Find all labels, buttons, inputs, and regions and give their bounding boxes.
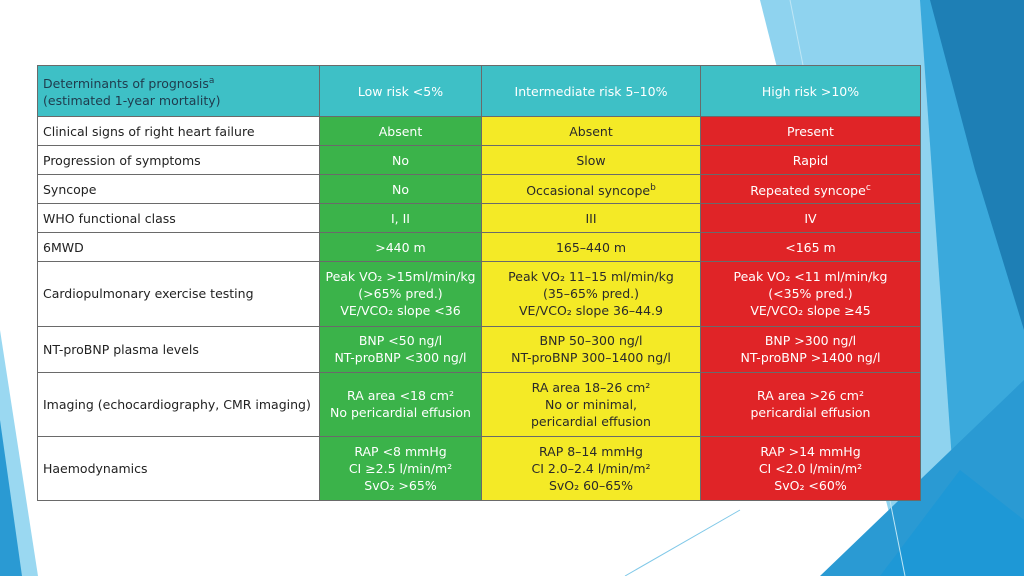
cell-low: No (320, 146, 482, 175)
cell-line: BNP <50 ng/l (358, 333, 443, 349)
cell-line: CI <2.0 l/min/m² (758, 460, 863, 476)
cell-line: (<35% pred.) (768, 286, 853, 302)
cell-intermediate: III (482, 204, 701, 233)
cell-line: BNP 50–300 ng/l (539, 333, 643, 349)
cell-low: >440 m (320, 233, 482, 262)
table-row (38, 262, 921, 326)
cell-line: NT-proBNP 300–1400 ng/l (511, 350, 671, 366)
cell-line: VE/VCO₂ slope <36 (340, 303, 461, 319)
cell-line: Peak VO₂ <11 ml/min/kg (733, 269, 888, 285)
header-row (38, 66, 921, 117)
cell-line: (35–65% pred.) (542, 286, 640, 302)
table-row (38, 233, 921, 262)
footnote-marker: b (650, 182, 656, 193)
row-label: Cardiopulmonary exercise testing (38, 262, 320, 326)
cell-high (701, 326, 921, 372)
cell-intermediate (482, 372, 701, 436)
cell-intermediate (482, 436, 701, 500)
cell-low: No (320, 175, 482, 204)
cell-line: NT-proBNP >1400 ng/l (740, 350, 881, 366)
row-label: Progression of symptoms (38, 146, 320, 175)
cell-high (701, 175, 921, 204)
header-label-line2: (estimated 1-year mortality) (43, 93, 221, 109)
table-row (38, 175, 921, 204)
cell-line: RA area >26 cm² (757, 388, 864, 404)
row-label: 6MWD (38, 233, 320, 262)
cell-intermediate: Slow (482, 146, 701, 175)
header-label-line1: Determinants of prognosis (43, 76, 209, 92)
table-row (38, 117, 921, 146)
cell-line: Peak VO₂ >15ml/min/kg (325, 269, 476, 285)
cell-line: RAP 8–14 mmHg (538, 443, 643, 459)
cell-text: Repeated syncope (750, 182, 866, 198)
header-label-footnote: a (208, 75, 215, 86)
cell-high: <165 m (701, 233, 921, 262)
cell-line: No pericardial effusion (330, 405, 471, 421)
cell-intermediate: Absent (482, 117, 701, 146)
cell-line: VE/VCO₂ slope ≥45 (750, 303, 871, 319)
table-row (38, 204, 921, 233)
cell-line: SvO₂ 60–65% (548, 477, 634, 493)
cell-line: RAP <8 mmHg (354, 443, 447, 459)
cell-intermediate: 165–440 m (482, 233, 701, 262)
table-row (38, 436, 921, 500)
row-label: Haemodynamics (38, 436, 320, 500)
cell-low (320, 436, 482, 500)
cell-line: pericardial effusion (531, 413, 651, 429)
cell-line: SvO₂ >65% (364, 477, 437, 493)
header-high-risk: High risk >10% (701, 66, 921, 117)
cell-line: RAP >14 mmHg (760, 443, 861, 459)
table-row (38, 146, 921, 175)
cell-line: No or minimal, (544, 396, 638, 412)
cell-line: CI ≥2.5 l/min/m² (348, 460, 453, 476)
cell-intermediate (482, 326, 701, 372)
cell-low (320, 372, 482, 436)
cell-line: RA area <18 cm² (347, 388, 454, 404)
cell-line: BNP >300 ng/l (764, 333, 857, 349)
table-row (38, 372, 921, 436)
cell-line: NT-proBNP <300 ng/l (334, 350, 467, 366)
cell-line: VE/VCO₂ slope 36–44.9 (519, 303, 663, 319)
cell-high: IV (701, 204, 921, 233)
cell-line: RA area 18–26 cm² (531, 379, 651, 395)
cell-high (701, 436, 921, 500)
row-label: Imaging (echocardiography, CMR imaging) (38, 372, 320, 436)
cell-intermediate (482, 262, 701, 326)
cell-low (320, 326, 482, 372)
cell-high: Rapid (701, 146, 921, 175)
footnote-marker: c (865, 182, 871, 193)
cell-line: Peak VO₂ 11–15 ml/min/kg (508, 269, 674, 285)
row-label: NT-proBNP plasma levels (38, 326, 320, 372)
row-label: Syncope (38, 175, 320, 204)
cell-high (701, 372, 921, 436)
header-determinants-cell (38, 66, 320, 117)
row-label: Clinical signs of right heart failure (38, 117, 320, 146)
prognosis-risk-table (37, 65, 921, 501)
cell-line: (>65% pred.) (358, 286, 443, 302)
cell-line: pericardial effusion (750, 405, 871, 421)
cell-line: CI 2.0–2.4 l/min/m² (531, 460, 651, 476)
cell-line: SvO₂ <60% (774, 477, 847, 493)
cell-high: Present (701, 117, 921, 146)
cell-intermediate (482, 175, 701, 204)
header-low-risk: Low risk <5% (320, 66, 482, 117)
cell-low (320, 262, 482, 326)
cell-high (701, 262, 921, 326)
row-label: WHO functional class (38, 204, 320, 233)
header-intermediate-risk: Intermediate risk 5–10% (482, 66, 701, 117)
cell-text: Occasional syncope (526, 182, 651, 198)
cell-low: I, II (320, 204, 482, 233)
table-row (38, 326, 921, 372)
cell-low: Absent (320, 117, 482, 146)
bottom-thin-line (625, 510, 740, 576)
